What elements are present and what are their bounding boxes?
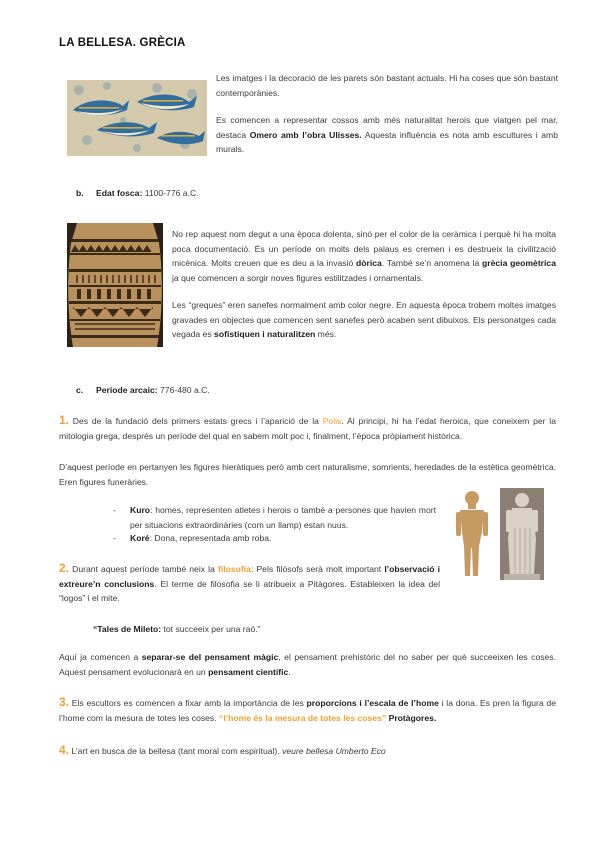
point-2-text-b: : Pels filòsofs serà molt important bbox=[250, 564, 385, 574]
point-1-paragraph bbox=[59, 413, 556, 443]
geometric-vase-drawing bbox=[67, 223, 163, 347]
intro-text-2b: Aquesta influència es nota amb escultures i amb murals. bbox=[216, 129, 558, 154]
geometric-vase-image bbox=[67, 223, 163, 347]
tales-quote bbox=[93, 622, 493, 637]
kouros-kore-statues-image bbox=[452, 488, 544, 580]
intro-paragraph-1 bbox=[216, 71, 558, 100]
point-2-paragraph bbox=[59, 561, 440, 606]
point-2-text-3c: . bbox=[288, 666, 291, 677]
section-c-marker: c. bbox=[76, 385, 84, 395]
point-2-text-a: Durant aquest període també neix la bbox=[69, 564, 218, 574]
section-b-paragraph-2 bbox=[172, 298, 556, 342]
section-b-header bbox=[76, 186, 84, 201]
section-c-label: Període arcaic: bbox=[96, 385, 158, 395]
tales-quote-text: tot succeeix per una raó.” bbox=[161, 624, 261, 634]
point-2-text-3b: , el pensament prehistòric del no saber per què succeeixen les coses. Aquest pensament evolucionarà en un bbox=[59, 652, 556, 677]
point-1-text-b: . Al principi, hi ha l’edat heroica, que coneixem per la mitologia grega, després un període del qual en sabem molt poc i, finalment, l’època pròpiament històrica. bbox=[59, 416, 556, 441]
section-b-label: Edat fosca: bbox=[96, 188, 143, 198]
point-2-paragraph-3 bbox=[59, 650, 556, 679]
point-1-text-2: D’aquest període en pertanyen les figures hieràtiques però amb cert naturalisme, somrients, heredades de la estètica geomètrica. Eren figures funeràries. bbox=[59, 462, 556, 487]
bullet-dash-1: - bbox=[113, 505, 116, 515]
point-2-number: 2. bbox=[59, 561, 70, 575]
point-4-paragraph bbox=[59, 743, 556, 759]
point-2-filosofia-term: filosofia bbox=[217, 564, 251, 574]
section-b-title bbox=[96, 186, 199, 201]
point-4-italic-reference: veure bellesa Umberto Eco bbox=[282, 746, 386, 756]
point-3-text-a: Els escultors es comencen a fixar amb la importància de les bbox=[69, 698, 307, 708]
point-2-bold-cientific: pensament científic bbox=[208, 666, 289, 677]
point-2-bold-observacio: l’observació i extreure’n conclusions bbox=[59, 564, 440, 589]
point-3-paragraph bbox=[59, 695, 556, 725]
intro-text-2a: Es comencen a representar cossos amb més naturalitat herois que viatgen pel mar, destaca bbox=[216, 115, 558, 140]
bullet-kore-text: : Dona, representada amb roba. bbox=[149, 533, 272, 543]
section-b-paragraph-1 bbox=[172, 227, 556, 285]
intro-paragraph-2 bbox=[216, 113, 558, 157]
section-b-bold-grecia: grècia geomètrica bbox=[482, 258, 556, 268]
bullet-kore bbox=[130, 531, 436, 546]
section-b-text-1b: . També se’n anomena la bbox=[381, 258, 483, 268]
point-1-paragraph-2 bbox=[59, 460, 556, 489]
bullet-kore-label: Koré bbox=[130, 533, 150, 543]
section-b-marker: b. bbox=[76, 188, 84, 198]
point-1-text-a: Des de la fundació dels primers estats grecs i l’aparició de la bbox=[69, 416, 323, 426]
point-2-text-3a: Aquí ja comencen a bbox=[59, 652, 142, 662]
bullet-dash-2: - bbox=[113, 533, 116, 543]
point-1-number: 1. bbox=[59, 413, 70, 427]
intro-text-1: Les imatges i la decoració de les parets són bastant actuals. Hi ha coses que són bastant contemporànies. bbox=[216, 73, 558, 98]
section-b-text-1c: ja que comencen a sorgir noves figures estilitzades i ornamentals. bbox=[172, 272, 424, 283]
point-1-polis-term: Polis bbox=[322, 416, 342, 426]
dolphin-fresco-drawing bbox=[67, 80, 207, 156]
point-4-number: 4. bbox=[59, 743, 70, 757]
point-3-number: 3. bbox=[59, 695, 70, 709]
statues-drawing bbox=[452, 488, 544, 580]
bullet-kuro-text: : homes, representen atletes i herois o també a persones que havien mort per situacions extraordinàries (com un llamp) estan nuus. bbox=[130, 505, 436, 530]
section-b-bold-sofistiquen: sofistiquen i naturalitzen bbox=[214, 329, 316, 339]
bullet-kuro-label: Kuro bbox=[130, 505, 151, 515]
section-b-text-2a: Les “greques” eren sanefes normalment amb color negre. En aquesta època trobem moltes imatges gravades en objectes que comencen sent sanefes però acaben sent dibuixos. Els personatges cada vegada es bbox=[172, 300, 556, 339]
point-4-text: L’art en busca de la bellesa (tant moral com espiritual). bbox=[69, 746, 283, 756]
section-c-title bbox=[96, 383, 210, 398]
section-c-header bbox=[76, 383, 83, 398]
section-c-dates: 776-480 a.C. bbox=[157, 385, 210, 395]
section-b-text-2b: més. bbox=[315, 329, 337, 339]
point-2-bold-magic: separar-se del pensament màgic bbox=[141, 652, 279, 662]
dolphin-fresco-image bbox=[67, 80, 207, 156]
bullet-kuro bbox=[130, 503, 436, 532]
section-b-dates: 1100-776 a.C. bbox=[142, 188, 199, 198]
section-b-bold-dorica: dòrica bbox=[356, 258, 382, 268]
point-3-quote: “l’home és la mesura de totes les coses” bbox=[219, 712, 387, 723]
point-3-author: Protàgores. bbox=[386, 712, 437, 723]
tales-quote-author: “Tales de Mileto: bbox=[93, 624, 162, 634]
page-title: LA BELLESA. GRÈCIA bbox=[59, 37, 186, 49]
point-3-bold-proporcions: proporcions i l’escala de l’home bbox=[306, 698, 439, 708]
intro-bold-omero: Omero amb l’obra Ulisses. bbox=[249, 129, 362, 140]
section-b-text-1a: No rep aquest nom degut a una època dolenta, sinó per el color de la ceràmica i perquè hi ha molta poca documentació. És un període on molts dels palaus es cremen i es destrueix la civilització micènica. Molts creuen que es deu a la invasió bbox=[172, 229, 556, 268]
point-2-text-c: . El terme de filosofia se li atribueix a Pitàgores. Estableixen la idea del “logos” i el mite. bbox=[59, 578, 440, 603]
point-3-text-b: i la dona. Es pren la figura de l’home com la mesura de totes les coses. bbox=[59, 698, 556, 723]
